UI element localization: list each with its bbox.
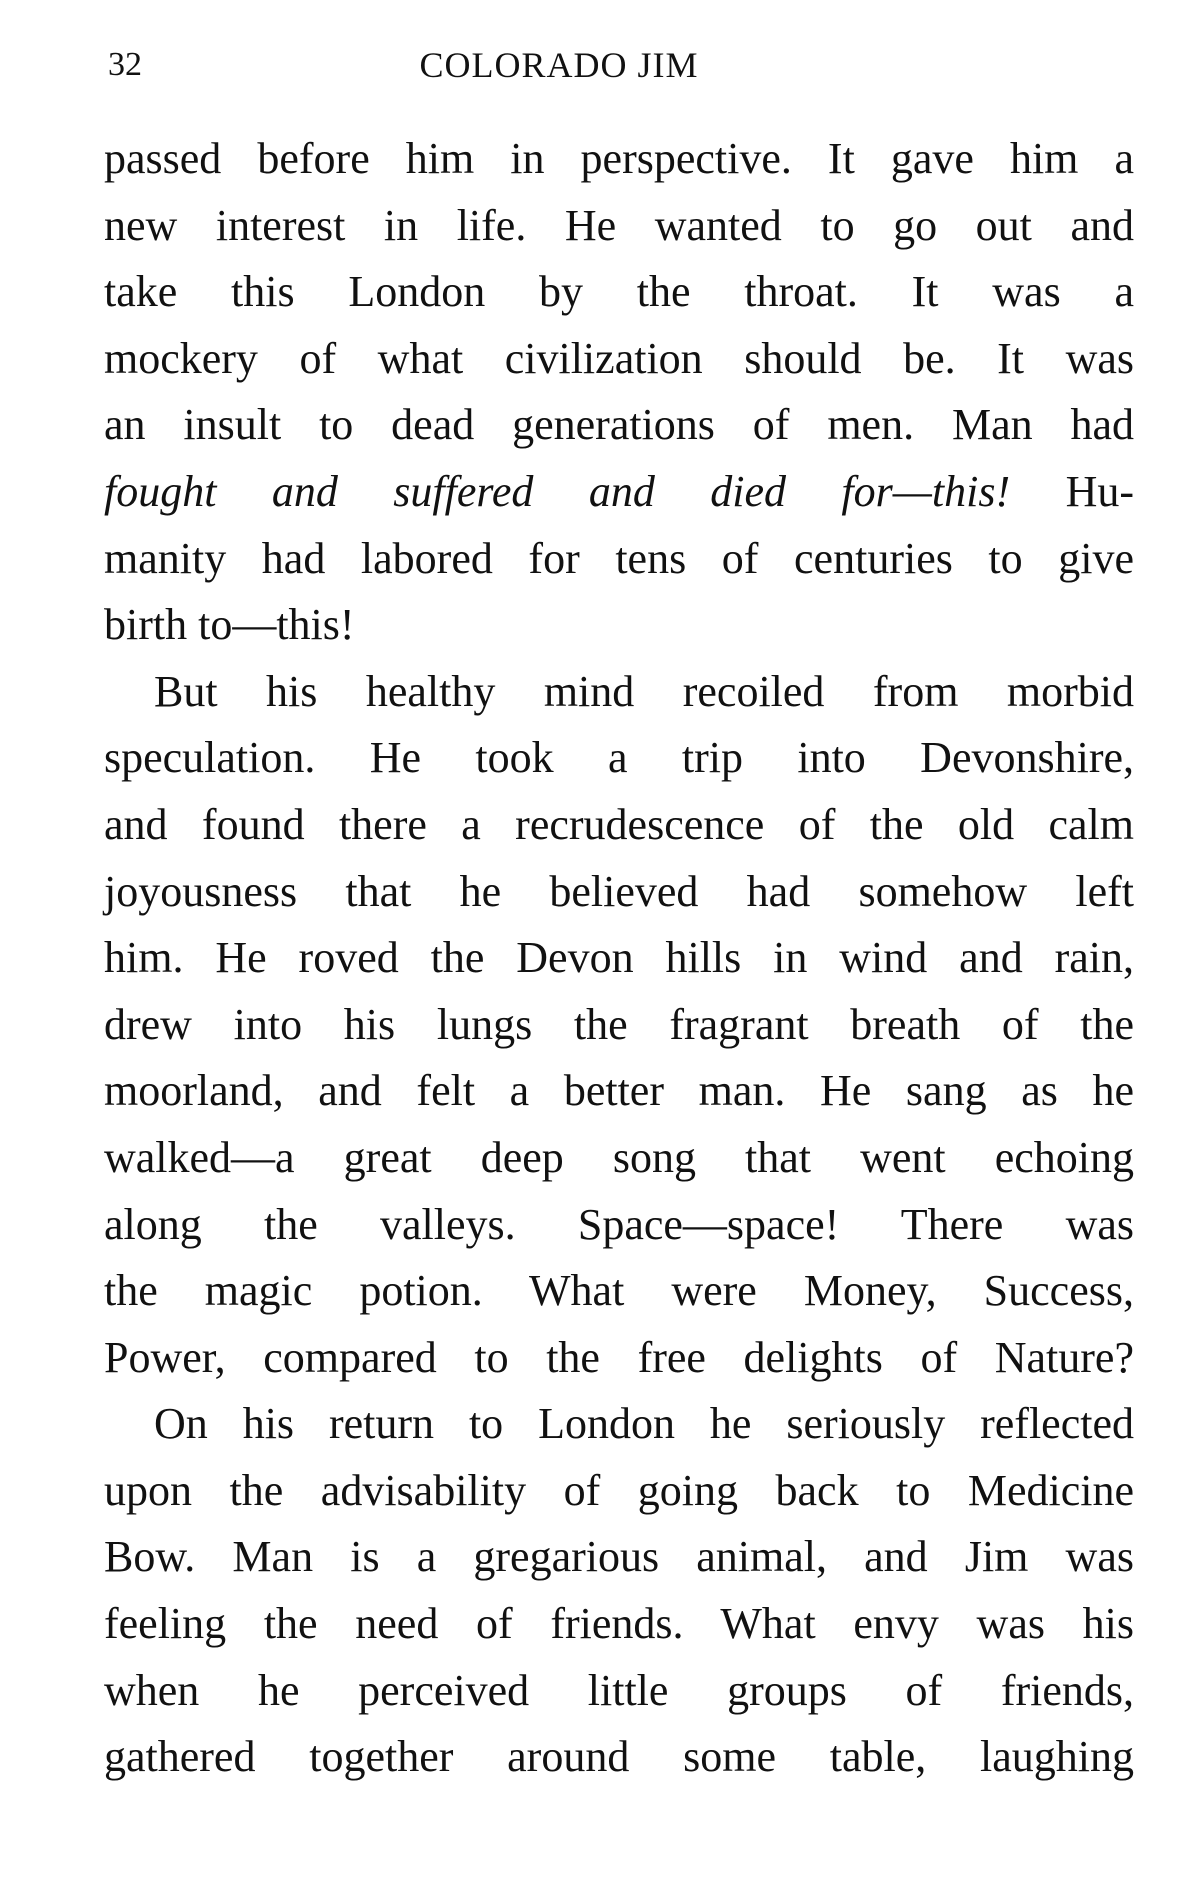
paragraph-2 [104, 659, 1134, 1392]
text-fragment: Hu- [1010, 466, 1134, 516]
text-line: Power, compared to the free delights of Nature? [104, 1332, 1134, 1382]
text-line: along the valleys. Space—space! There was [104, 1199, 1134, 1249]
italic-phrase: fought and suffered and died for—this! [104, 466, 1011, 516]
text-line: and found there a recrudescence of the old calm [104, 799, 1134, 849]
text-line: him. He roved the Devon hills in wind and rain, [104, 933, 1134, 983]
page-number: 32 [108, 46, 142, 83]
text-line [104, 459, 1134, 526]
text-line: passed before him in perspective. It gave him a [104, 134, 1134, 183]
text-line: feeling the need of friends. What envy was his [104, 1599, 1134, 1649]
text-line: an insult to dead generations of men. Man had [104, 400, 1134, 450]
text-line: when he perceived little groups of friends, [104, 1665, 1134, 1715]
text-line: On his return to London he seriously reflected [154, 1399, 1134, 1449]
text-line: new interest in life. He wanted to go out and [104, 200, 1134, 250]
text-line: gathered together around some table, laughing [104, 1732, 1134, 1782]
text-line: take this London by the throat. It was a [104, 267, 1134, 317]
text-line: drew into his lungs the fragrant breath of the [104, 999, 1134, 1049]
paragraph-1 [104, 126, 1134, 659]
text-line: the magic potion. What were Money, Success, [104, 1266, 1134, 1316]
text-line: manity had labored for tens of centuries to give [104, 533, 1134, 583]
running-head [108, 40, 1130, 90]
book-title: COLORADO JIM [419, 45, 699, 85]
text-line: moorland, and felt a better man. He sang as he [104, 1066, 1134, 1116]
text-line: mockery of what civilization should be. It was [104, 333, 1134, 383]
text-line: joyousness that he believed had somehow left [104, 866, 1134, 916]
text-line: birth to—this! [104, 600, 355, 650]
text-line: speculation. He took a trip into Devonshire, [104, 733, 1134, 783]
text-line: upon the advisability of going back to Medicine [104, 1465, 1134, 1515]
paragraph-3 [104, 1391, 1134, 1791]
text-line: But his healthy mind recoiled from morbid [154, 666, 1134, 716]
text-line: Bow. Man is a gregarious animal, and Jim was [104, 1532, 1134, 1582]
body-text [104, 126, 1134, 1791]
text-line: walked—a great deep song that went echoing [104, 1132, 1134, 1182]
